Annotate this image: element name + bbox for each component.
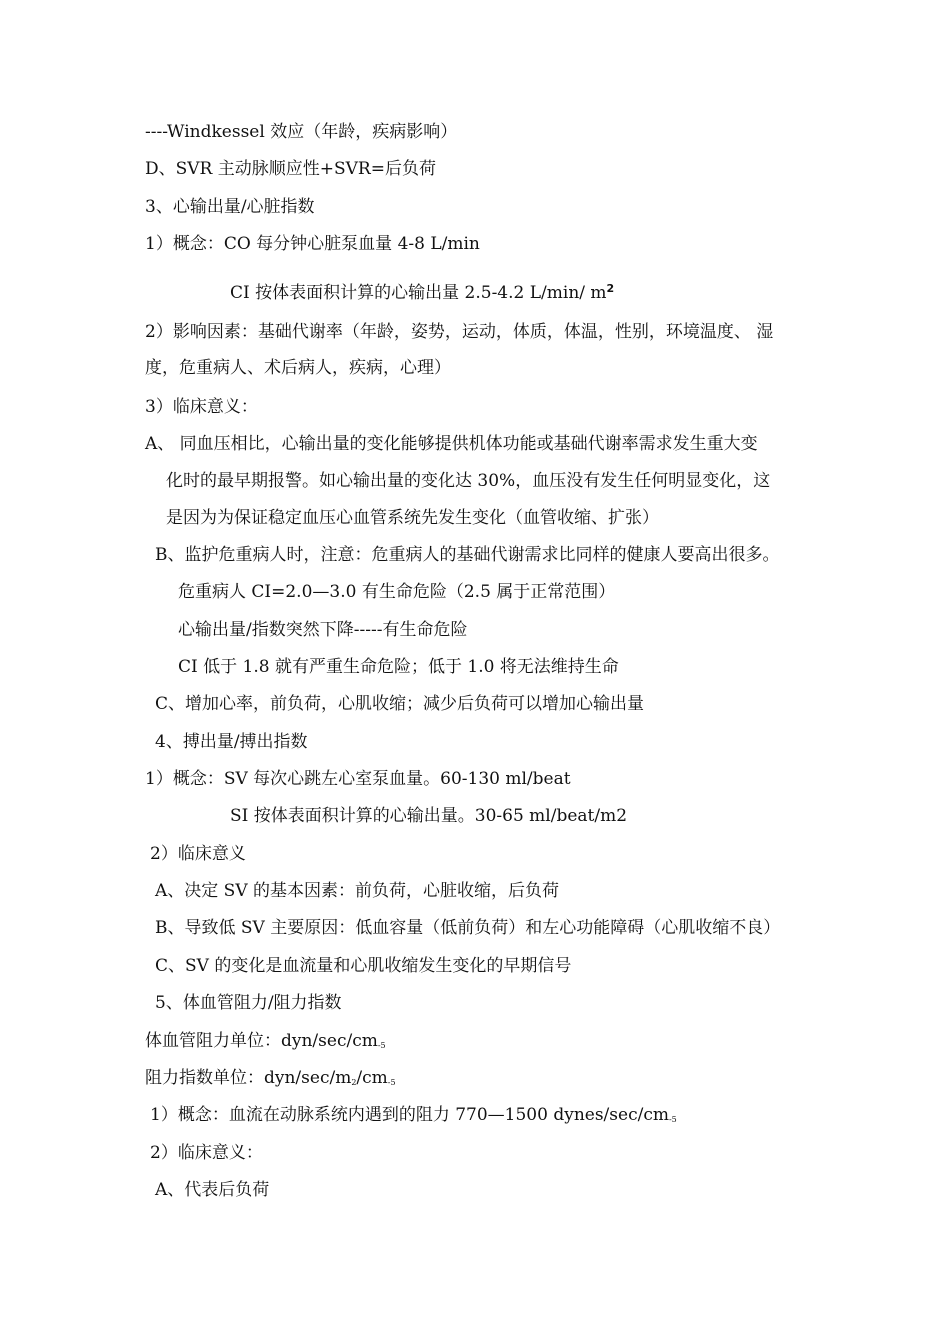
text-line-ci-threshold: CI 低于 1.8 就有严重生命危险；低于 1.0 将无法维持生命 (178, 657, 619, 677)
heading-cardiac-output: 3、心输出量/心脏指数 (145, 197, 315, 217)
text-line-ci-concept (230, 277, 614, 301)
svri-unit-exponent: -5 (387, 1078, 396, 1087)
svr-concept-exponent: -5 (668, 1115, 677, 1124)
text-line-ci-range: 危重病人 CI=2.0—3.0 有生命危险（2.5 属于正常范围） (178, 582, 616, 602)
svri-unit-text-2: /cm (356, 1068, 388, 1088)
text-line-si-concept: SI 按体表面积计算的心输出量。30-65 ml/beat/m2 (230, 806, 628, 826)
text-line-a-paragraph: A、 同血压相比，心输出量的变化能够提供机体功能或基础代谢率需求发生重大变 (145, 434, 758, 454)
svr-unit-exponent: -5 (377, 1041, 386, 1050)
heading-svr: 5、体血管阻力/阻力指数 (155, 993, 342, 1013)
text-line-sv-signal: C、SV 的变化是血流量和心肌收缩发生变化的早期信号 (155, 956, 572, 976)
heading-sv-clinical: 2）临床意义 (150, 844, 246, 864)
text-line-svri-unit (145, 1066, 396, 1090)
text-line-svr: D、SVR 主动脉顺应性+SVR=后负荷 (145, 159, 436, 179)
ci-unit-superscript: 2 (606, 282, 615, 295)
text-line-afterload: A、代表后负荷 (155, 1180, 270, 1200)
heading-svr-clinical: 2）临床意义： (150, 1143, 263, 1163)
text-line-co-drop: 心输出量/指数突然下降-----有生命危险 (178, 620, 468, 640)
text-line-low-sv: B、导致低 SV 主要原因：低血容量（低前负荷）和左心功能障碍（心肌收缩不良） (155, 918, 781, 938)
svr-concept-text: 1）概念：血流在动脉系统内遇到的阻力 770—1500 dynes/sec/cm (150, 1105, 669, 1125)
text-line-a-paragraph-3: 是因为为保证稳定血压心血管系统先发生变化（血管收缩、扩张） (166, 508, 659, 528)
svri-unit-text: 阻力指数单位：dyn/sec/m (145, 1068, 352, 1088)
text-line-svr-unit (145, 1029, 386, 1053)
text-line-factors: 2）影响因素：基础代谢率（年龄，姿势，运动，体质，体温，性别，环境温度、 湿 (145, 322, 774, 342)
text-line-windkessel: ----Windkessel 效应（年龄，疾病影响） (145, 122, 458, 142)
text-line-a-paragraph-2: 化时的最早期报警。如心输出量的变化达 30%，血压没有发生任何明显变化，这 (166, 471, 771, 491)
ci-concept-text: CI 按体表面积计算的心输出量 2.5-4.2 L/min/ m (230, 283, 607, 303)
heading-stroke-volume: 4、搏出量/搏出指数 (155, 732, 308, 752)
text-line-sv-concept: 1）概念：SV 每次心跳左心室泵血量。60-130 ml/beat (145, 769, 571, 789)
text-line-factors-cont: 度，危重病人、术后病人，疾病，心理） (145, 358, 451, 378)
svr-unit-text: 体血管阻力单位：dyn/sec/cm (145, 1031, 378, 1051)
text-line-svr-concept (150, 1103, 677, 1127)
text-line-co-concept: 1）概念：CO 每分钟心脏泵血量 4-8 L/min (145, 234, 480, 254)
heading-clinical-significance: 3）临床意义： (145, 397, 258, 417)
svri-m2-exponent: 2 (351, 1078, 357, 1087)
text-line-c-increase: C、增加心率，前负荷，心肌收缩；减少后负荷可以增加心输出量 (155, 694, 645, 714)
text-line-sv-factors: A、决定 SV 的基本因素：前负荷，心脏收缩，后负荷 (155, 881, 560, 901)
text-line-b-monitor: B、监护危重病人时，注意：危重病人的基础代谢需求比同样的健康人要高出很多。 (155, 545, 780, 565)
